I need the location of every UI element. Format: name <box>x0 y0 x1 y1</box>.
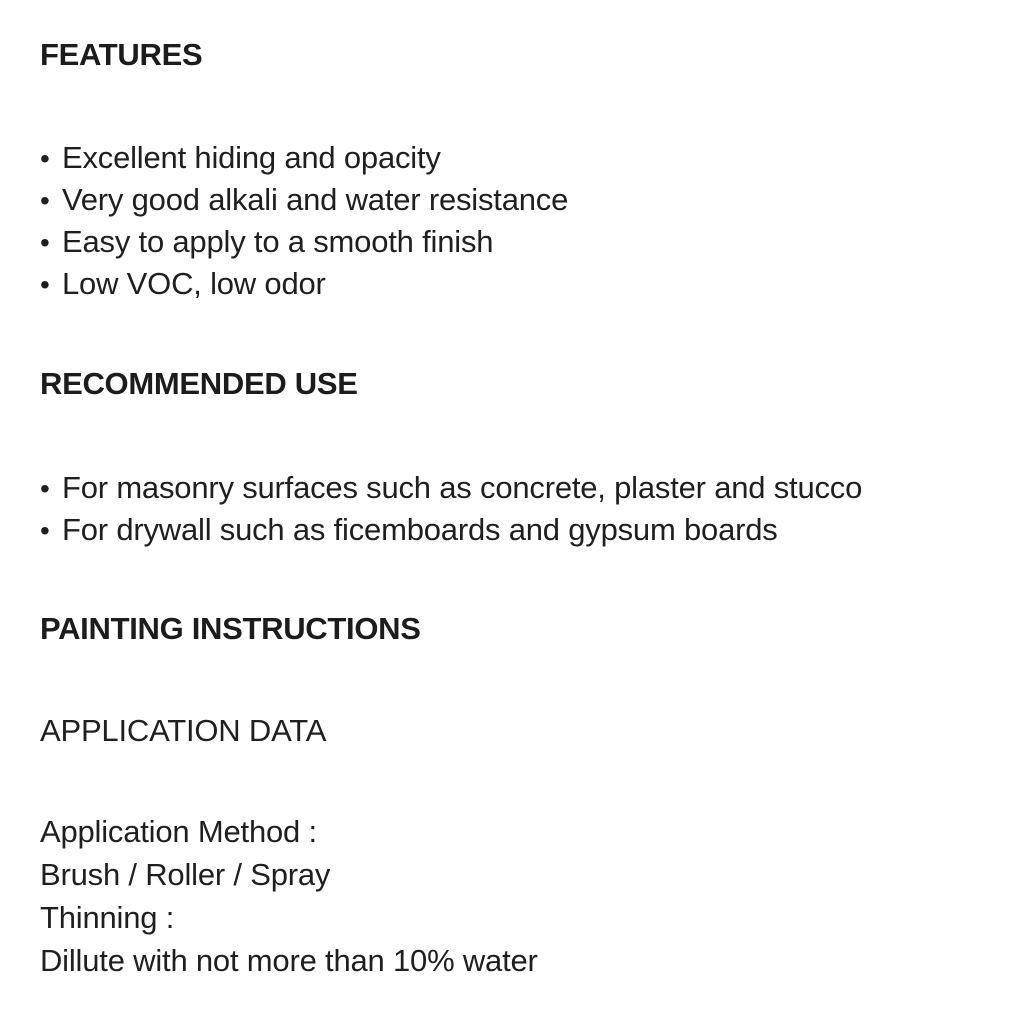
list-item <box>40 137 568 179</box>
thinning-label: Thinning : <box>40 900 175 935</box>
thinning-value: Dillute with not more than 10% water <box>40 943 538 978</box>
application-method-label: Application Method : <box>40 814 317 849</box>
bullet-icon: • <box>40 143 50 174</box>
list-item <box>40 179 568 221</box>
features-heading: FEATURES <box>40 37 203 72</box>
use-text: For drywall such as ficemboards and gypsum boards <box>62 512 778 547</box>
feature-text: Low VOC, low odor <box>62 266 326 301</box>
recommended-use-list <box>40 467 862 551</box>
application-method-value: Brush / Roller / Spray <box>40 857 331 892</box>
bullet-icon: • <box>40 473 50 504</box>
list-item <box>40 509 862 551</box>
bullet-icon: • <box>40 227 50 258</box>
list-item <box>40 263 568 305</box>
feature-text: Easy to apply to a smooth finish <box>62 224 494 259</box>
bullet-icon: • <box>40 269 50 300</box>
application-data-block <box>40 810 538 982</box>
features-list <box>40 137 568 305</box>
application-data-subheading: APPLICATION DATA <box>40 713 327 748</box>
feature-text: Excellent hiding and opacity <box>62 140 441 175</box>
bullet-icon: • <box>40 515 50 546</box>
painting-instructions-heading: PAINTING INSTRUCTIONS <box>40 611 421 646</box>
recommended-use-heading: RECOMMENDED USE <box>40 366 358 401</box>
use-text: For masonry surfaces such as concrete, plaster and stucco <box>62 470 863 505</box>
list-item <box>40 467 862 509</box>
feature-text: Very good alkali and water resistance <box>62 182 569 217</box>
bullet-icon: • <box>40 185 50 216</box>
list-item <box>40 221 568 263</box>
